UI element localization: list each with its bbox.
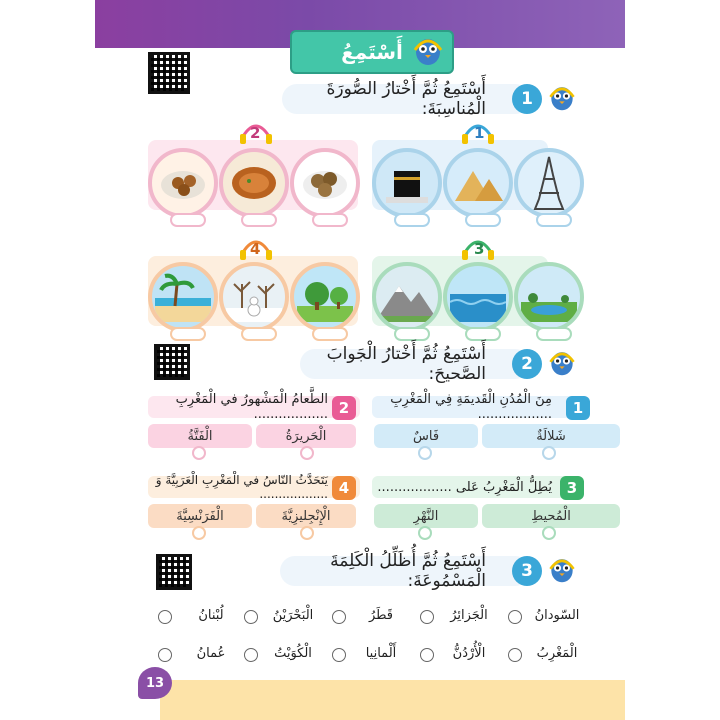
q2-option[interactable]: الْمُحيطِ xyxy=(482,504,620,528)
q2-radio[interactable] xyxy=(418,526,432,540)
q1-group-number: 2 xyxy=(250,124,261,142)
q1-instruction: أَسْتَمِعُ ثُمَّ أَخْتارُ الصُّورَةَ الْمُناسِبَةَ: xyxy=(326,79,486,119)
q2-number: 2 xyxy=(512,349,542,379)
q2-radio[interactable] xyxy=(192,526,206,540)
winter-icon[interactable] xyxy=(219,262,289,332)
answer-box[interactable] xyxy=(394,213,430,227)
word-option: الْمَغْرِبُ xyxy=(536,646,578,661)
q2-option[interactable]: الْفَرَنْسِيَّةَ xyxy=(148,504,252,528)
q2-radio[interactable] xyxy=(542,446,556,460)
word-option: عُمانُ xyxy=(196,646,226,661)
word-option: قَطَرُ xyxy=(368,608,394,623)
word-option: لُبْنانُ xyxy=(198,608,224,623)
answer-box[interactable] xyxy=(465,327,501,341)
q2-option[interactable]: الْفَتَّةُ xyxy=(148,424,252,448)
mascot-icon xyxy=(546,78,578,118)
summer-icon[interactable] xyxy=(290,262,360,332)
q2-option[interactable]: فَاسٌ xyxy=(374,424,478,448)
q1-group-number: 4 xyxy=(250,240,261,258)
falafel-icon[interactable] xyxy=(148,148,218,218)
q2-radio[interactable] xyxy=(542,526,556,540)
page-number: 13 xyxy=(138,667,172,699)
word-option: الْجَزائِرُ xyxy=(450,608,488,623)
q1-header xyxy=(282,79,530,119)
mascot-icon xyxy=(410,30,446,72)
q3-instruction: أَسْتَمِعُ ثُمَّ أُظَلِّلُ الْكَلِمَةَ الْمَسْمُوعَةَ: xyxy=(330,551,486,591)
q3-number: 3 xyxy=(512,556,542,586)
beach-icon[interactable] xyxy=(148,262,218,332)
q2-item-number: 2 xyxy=(332,396,356,420)
q2-question: مِنَ الْمُدُنِ الْقَديمَةِ فِي الْمَغْرِبِ .................. xyxy=(372,396,584,418)
mountain-icon[interactable] xyxy=(372,262,442,332)
q2-question: يُطِلُّ الْمَغْرِبُ عَلى .................. xyxy=(372,476,584,498)
answer-box[interactable] xyxy=(536,213,572,227)
answer-box[interactable] xyxy=(312,213,348,227)
q1-number: 1 xyxy=(512,84,542,114)
bottom-banner xyxy=(160,680,625,720)
word-option: السّودانُ xyxy=(534,608,580,623)
qr-code-icon[interactable] xyxy=(156,554,192,590)
word-radio[interactable] xyxy=(508,648,522,662)
answer-box[interactable] xyxy=(394,327,430,341)
word-radio[interactable] xyxy=(158,648,172,662)
q2-instruction: أَسْتَمِعُ ثُمَّ أَخْتارُ الْجَوابَ الصَّحيحَ: xyxy=(326,344,486,384)
q2-option[interactable]: الْحَريرَةُ xyxy=(256,424,356,448)
rice-dish-icon[interactable] xyxy=(290,148,360,218)
q2-item-number: 4 xyxy=(332,476,356,500)
sea-icon[interactable] xyxy=(443,262,513,332)
pyramid-icon[interactable] xyxy=(443,148,513,218)
answer-box[interactable] xyxy=(170,327,206,341)
q2-radio[interactable] xyxy=(418,446,432,460)
kaaba-icon[interactable] xyxy=(372,148,442,218)
mascot-icon xyxy=(546,343,578,383)
soup-icon[interactable] xyxy=(219,148,289,218)
q2-question: الطَّعامُ الْمَشْهورُ في الْمَغْرِبِ .................. xyxy=(148,396,360,418)
word-option: أَلْمانِيا xyxy=(365,646,397,661)
word-option: الْبَحْرَيْنُ xyxy=(272,608,314,623)
q2-option[interactable]: شَلالَةٌ xyxy=(482,424,620,448)
answer-box[interactable] xyxy=(465,213,501,227)
answer-box[interactable] xyxy=(536,327,572,341)
answer-box[interactable] xyxy=(241,327,277,341)
tower-icon[interactable] xyxy=(514,148,584,218)
qr-code-icon[interactable] xyxy=(154,344,190,380)
q2-header xyxy=(300,344,530,384)
word-radio[interactable] xyxy=(332,610,346,624)
mascot-icon xyxy=(546,550,578,590)
qr-code-icon[interactable] xyxy=(148,52,190,94)
q3-header xyxy=(280,551,530,591)
word-radio[interactable] xyxy=(420,610,434,624)
word-radio[interactable] xyxy=(244,648,258,662)
q2-item-number: 3 xyxy=(560,476,584,500)
q2-option[interactable]: النَّهْرِ xyxy=(374,504,478,528)
q2-question: يَتَحَدَّثُ النّاسُ في الْمَغْرِبِ الْعَرَبِيَّةَ وَ .................. xyxy=(148,476,360,498)
answer-box[interactable] xyxy=(241,213,277,227)
answer-box[interactable] xyxy=(312,327,348,341)
word-radio[interactable] xyxy=(508,610,522,624)
q2-radio[interactable] xyxy=(300,446,314,460)
q1-group-number: 3 xyxy=(474,240,485,258)
page-title: أَسْتَمِعُ xyxy=(290,30,454,74)
q1-group-number: 1 xyxy=(474,124,485,142)
q2-option[interactable]: الْإِنْجِليزِيَّةَ xyxy=(256,504,356,528)
q2-item-number: 1 xyxy=(566,396,590,420)
word-radio[interactable] xyxy=(244,610,258,624)
word-option: الْكُوَيْتُ xyxy=(274,646,312,661)
word-option: الْأُرْدُنُّ xyxy=(452,646,486,661)
q2-radio[interactable] xyxy=(192,446,206,460)
lake-icon[interactable] xyxy=(514,262,584,332)
q2-radio[interactable] xyxy=(300,526,314,540)
word-radio[interactable] xyxy=(420,648,434,662)
word-radio[interactable] xyxy=(158,610,172,624)
answer-box[interactable] xyxy=(170,213,206,227)
word-radio[interactable] xyxy=(332,648,346,662)
